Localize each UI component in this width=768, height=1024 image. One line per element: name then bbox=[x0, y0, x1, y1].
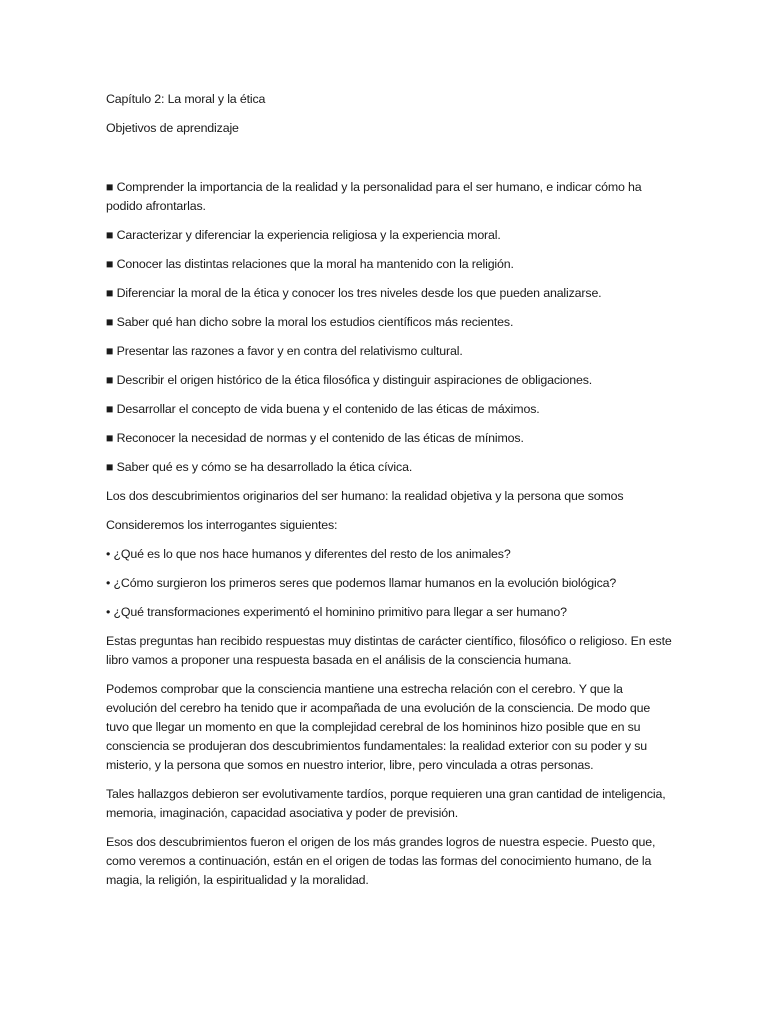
body-paragraph: Podemos comprobar que la consciencia mantiene una estrecha relación con el cerebro. Y que la evolución del cerebro ha tenido que ir acompañada de una evolución de la consciencia. De modo que tuvo que llegar un momento en que la complejidad cerebral de los homininos hizo posible que en su consciencia se produjeran dos descubrimientos fundamentales: la realidad exterior con su poder y su misterio, y la persona que somos en nuestro interior, libre, pero vinculada a otras personas. bbox=[106, 682, 651, 772]
question-item: • ¿Cómo surgieron los primeros seres que podemos llamar humanos en la evolución biológica? bbox=[106, 576, 617, 590]
document-page bbox=[106, 90, 672, 900]
blank-spacer bbox=[106, 148, 672, 178]
body-paragraph: Estas preguntas han recibido respuestas muy distintas de carácter científico, filosófico o religioso. En este libro vamos a proponer una respuesta basada en el análisis de la consciencia humana. bbox=[106, 634, 672, 667]
question-item: • ¿Qué es lo que nos hace humanos y diferentes del resto de los animales? bbox=[106, 547, 511, 561]
objective-item: ■ Saber qué es y cómo se ha desarrollado la ética cívica. bbox=[106, 460, 413, 474]
objective-item: ■ Presentar las razones a favor y en contra del relativismo cultural. bbox=[106, 344, 463, 358]
body-paragraph: Esos dos descubrimientos fueron el origen de los más grandes logros de nuestra especie. Puesto que, como veremos a continuación, están en el origen de todas las formas del conocimiento humano, de la magia, la religión, la espiritualidad y la moralidad. bbox=[106, 835, 656, 887]
objectives-heading: Objetivos de aprendizaje bbox=[106, 121, 239, 135]
objective-item: ■ Reconocer la necesidad de normas y el contenido de las éticas de mínimos. bbox=[106, 431, 524, 445]
objective-item: ■ Desarrollar el concepto de vida buena y el contenido de las éticas de máximos. bbox=[106, 402, 540, 416]
objective-item: ■ Saber qué han dicho sobre la moral los estudios científicos más recientes. bbox=[106, 315, 514, 329]
objective-item: ■ Comprender la importancia de la realidad y la personalidad para el ser humano, e indicar cómo ha podido afrontarlas. bbox=[106, 180, 642, 213]
questions-list bbox=[106, 545, 672, 622]
section-heading: Los dos descubrimientos originarios del ser humano: la realidad objetiva y la persona que somos bbox=[106, 489, 624, 503]
objectives-list bbox=[106, 178, 672, 477]
question-item: • ¿Qué transformaciones experimentó el hominino primitivo para llegar a ser humano? bbox=[106, 605, 567, 619]
chapter-title: Capítulo 2: La moral y la ética bbox=[106, 92, 266, 106]
objective-item: ■ Describir el origen histórico de la ética filosófica y distinguir aspiraciones de obligaciones. bbox=[106, 373, 593, 387]
objective-item: ■ Caracterizar y diferenciar la experiencia religiosa y la experiencia moral. bbox=[106, 228, 501, 242]
objective-item: ■ Diferenciar la moral de la ética y conocer los tres niveles desde los que pueden analizarse. bbox=[106, 286, 602, 300]
body-paragraph: Tales hallazgos debieron ser evolutivamente tardíos, porque requieren una gran cantidad de inteligencia, memoria, imaginación, capacidad asociativa y poder de previsión. bbox=[106, 787, 666, 820]
objective-item: ■ Conocer las distintas relaciones que la moral ha mantenido con la religión. bbox=[106, 257, 514, 271]
questions-intro: Consideremos los interrogantes siguientes: bbox=[106, 518, 338, 532]
